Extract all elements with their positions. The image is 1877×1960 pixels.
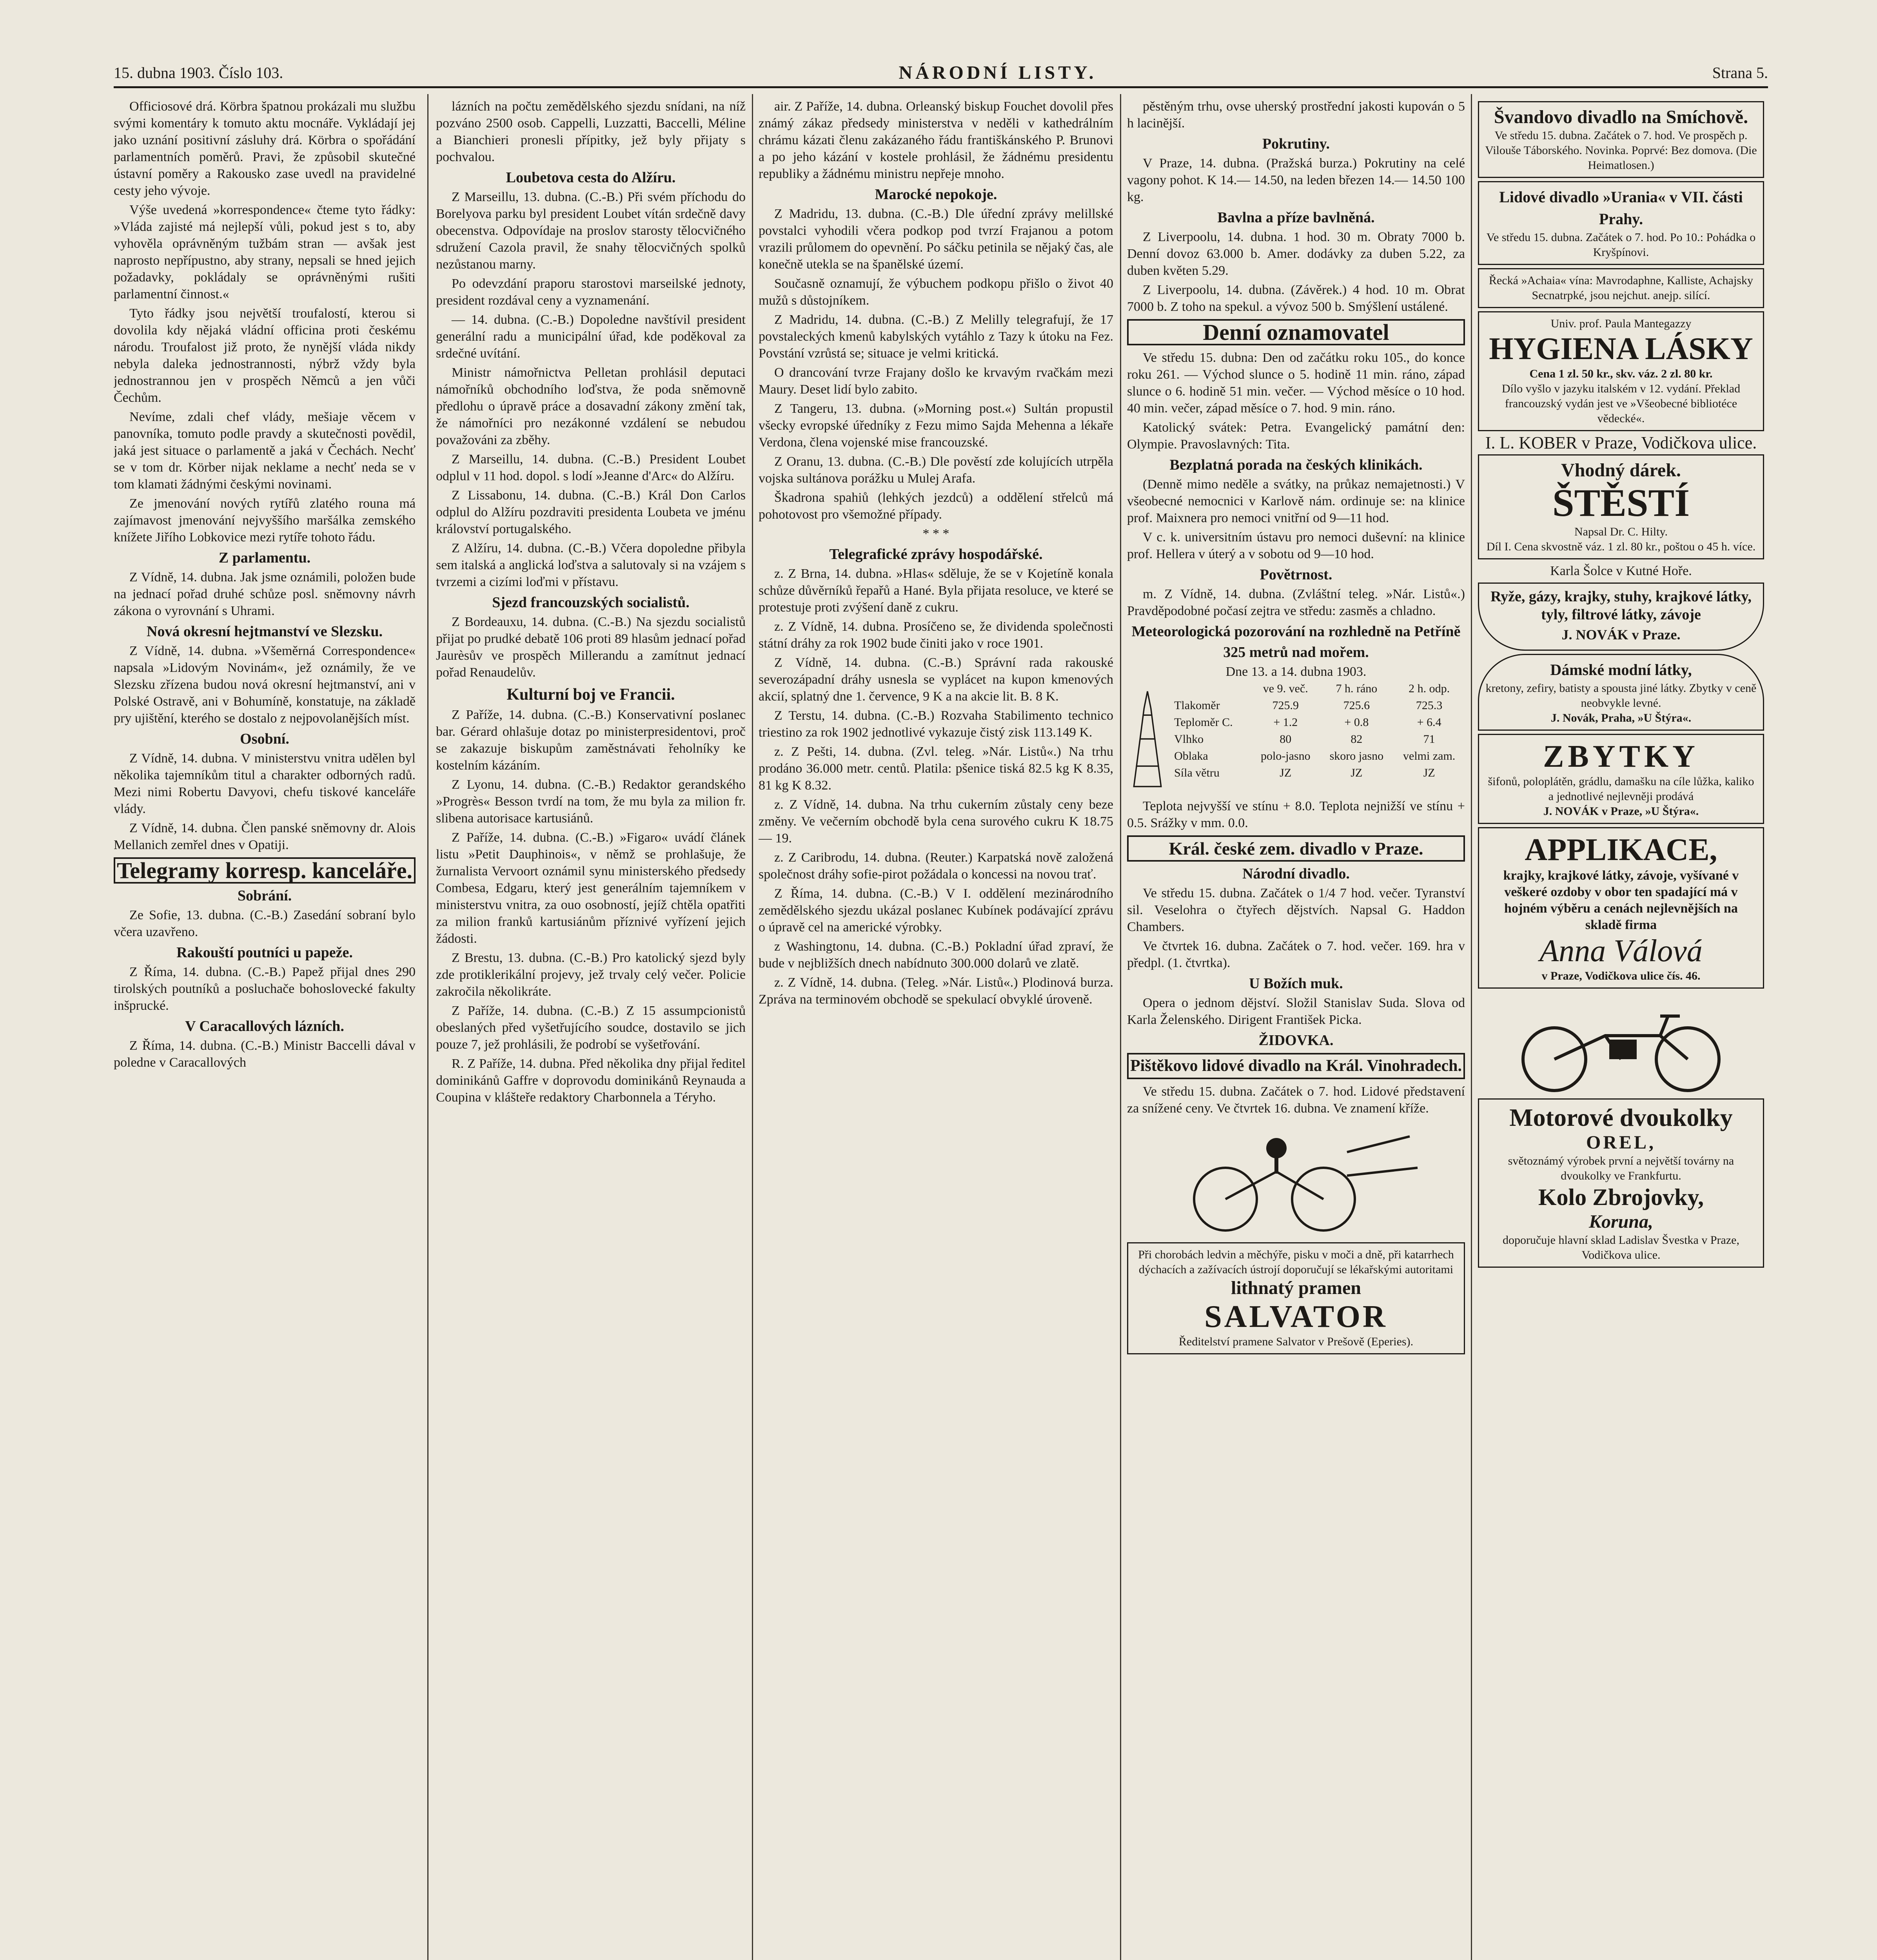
paragraph: Z Vídně, 14. dubna. Jak jsme oznámili, položen bude na jednací pořad druhé schůze posl. sněmovny návrh zákona o vyrovnání s Uhrami.: [114, 570, 416, 618]
meteo-block: [1127, 680, 1465, 798]
ad-name: J. NOVÁK v Praze, »U Štýra«.: [1543, 805, 1699, 818]
paragraph: air. Z Paříže, 14. dubna. Orleanský biskup Fouchet dovolil přes známý zákaz předsedy ministerstva v neděli v kathedrálním chrámu kázati členu zakázaného řádu františkánského P. Brunovi a po jeho kázání v kostele prohlásil, že žádnému presidentu republiky a žádnému ministru nepřeje mnoho.: [759, 99, 1113, 181]
column-3: [759, 98, 1113, 1960]
paragraph: Z Madridu, 13. dubna. (C.-B.) Dle úřední zprávy melillské povstalci vyhodili včera podkop pod tvrzí Frajanou a potom vrazili průlomem do opevnění. Po sáčku petinila se nějaký čas, ale konečně utekla se na španělské území.: [759, 207, 1113, 272]
masthead: NÁRODNÍ LISTY.: [899, 62, 1097, 83]
column-rule: [427, 94, 428, 1960]
section-heading: Povětrnost.: [1260, 566, 1332, 583]
paragraph: Katolický svátek: Petra. Evangelický památní den: Olympie. Pravoslavných: Tita.: [1127, 420, 1465, 452]
paragraph: z. Z Caribrodu, 14. dubna. (Reuter.) Karpatská nově založená společnost dráhy sofie-pirot požádala o koncessi na novou trať.: [759, 850, 1113, 882]
paragraph: Z Lissabonu, 14. dubna. (C.-B.) Král Don Carlos odplul do Alžíru pozdraviti presidenta Loubeta ve jménu království portugalského.: [436, 488, 746, 536]
column-rule: [1120, 94, 1121, 1960]
section-heading: Z parlamentu.: [218, 550, 311, 566]
ad-text: světoznámý výrobek první a největší továrny na dvoukolky ve Frankfurtu.: [1508, 1154, 1734, 1182]
paragraph: Nevíme, zdali chef vlády, mešiaje věcem v panovníka, tomuto podle pravdy a skutečnosti povědil, jaká jest situace o parlamentě a jaká v Čechách. Nechť se v tom dr. Körber nijak neklame a nechť neda se v tom klamati žádnými českými novinami.: [114, 410, 416, 492]
ad-name: Kolo Zbrojovky,: [1538, 1184, 1704, 1210]
ad-brand: OREL,: [1586, 1132, 1656, 1153]
ad-title: SALVATOR: [1204, 1299, 1388, 1334]
ad-hygiena: [1478, 311, 1764, 431]
section-heading: Marocké nepokoje.: [875, 186, 997, 203]
ad-svandovo: [1478, 101, 1764, 178]
paragraph: Po odevzdání praporu starostovi marseilské jednoty, president rozdával ceny a vyznamenání.: [436, 276, 746, 308]
ad-solc: Karla Šolce v Kutné Hoře.: [1550, 564, 1692, 578]
fig-motorcycle: [1478, 993, 1764, 1094]
paragraph: — 14. dubna. (C.-B.) Dopoledne navštívil president generální radu a municipální úřad, kde poděkoval za srdečné uvítání.: [436, 312, 746, 361]
paragraph: Officiosové drá. Körbra špatnou prokázali mu službu svými komentáry k tomuto aktu mocnáře. Vykládají jej jako uznání positivní zásluhy drá. Körbra o spořádání parlamentních poměrů. Pravi, že způsobil skutečné ústavní poměry a Rakousko zase uvedl na pravidelné cesty jeho vývoje.: [114, 99, 416, 198]
ad-title: HYGIENA LÁSKY: [1489, 332, 1753, 366]
paragraph: Z Vídně, 14. dubna. V ministerstvu vnitra udělen byl několika tajemníkům titul a charakter odborných radů. Mezi nimi Robertu Davyovi, chefu tiskové kanceláře vlády.: [114, 751, 416, 816]
paragraph: m. Z Vídně, 14. dubna. (Zvláštní teleg. »Nár. Listů«.) Pravděpodobné počasí zejtra ve středu: zasměs a chladno.: [1127, 587, 1465, 618]
section-heading: Loubetova cesta do Alžíru.: [506, 169, 676, 186]
theatre-box-title: Král. české zem. divadlo v Praze.: [1127, 835, 1465, 862]
ad-text: Řecká »Achaia« vína: Mavrodaphne, Kalliste, Achajsky Secnatrpké, jsou nejchut. anejp. silící.: [1489, 274, 1753, 302]
column-rule: [1471, 94, 1472, 1960]
ad-text: krajky, krajkové látky, závoje, vyšívané v veškeré ozdoby v obor ten spadající má v hojném výběru a cenách nejlevnějších na skladě firma: [1503, 868, 1739, 932]
section-heading: ŽIDOVKA.: [1258, 1032, 1334, 1049]
ad-title: APPLIKACE,: [1525, 833, 1717, 867]
paragraph: Z Oranu, 13. dubna. (C.-B.) Dle pověstí zde kolujících utrpěla vojska sultánova porážku u Mulej Arafa.: [759, 454, 1113, 486]
paragraph: Z Paříže, 14. dubna. (C.-B.) Z 15 assumpcionistů obeslaných před vyšetřujícího soudce, dostavilo se jich pouze 7, jež prohlásili, že podrobí se vyšetřování.: [436, 1004, 746, 1052]
ad-text: Díl I. Cena skvostně váz. 1 zl. 80 kr., poštou o 45 h. více.: [1486, 540, 1756, 553]
paragraph: Ve středu 15. dubna: Den od začátku roku 105., do konce roku 261. — Východ slunce o 5. hodině 11 min. ráno, západ slunce o 6. hodině 51 min. večer. — Východ měsíce o 10 hod. 40 min. večer, západ měsíce o 7. hod. 9 min. ráno.: [1127, 350, 1465, 416]
paragraph: V Praze, 14. dubna. (Pražská burza.) Pokrutiny na celé vagony pohot. K 14.— 14.50, na leden březen 14.— 14.50 100 kg.: [1127, 156, 1465, 204]
ad-address: doporučuje hlavní sklad Ladislav Švestka v Praze, Vodičkova ulice.: [1502, 1234, 1739, 1261]
ad-text: kretony, zefiry, batisty a spousta jiné látky. Zbytky v ceně neobvykle levné.: [1485, 682, 1757, 710]
meteo-date: Dne 13. a 14. dubna 1903.: [1225, 664, 1367, 679]
paragraph: Z Terstu, 14. dubna. (C.-B.) Rozvaha Stabilimento technico triestino za rok 1902 jednotlivé vykazuje čistý zisk 113.149 K.: [759, 708, 1113, 740]
ad-title: Švandovo divadlo na Smíchově.: [1494, 107, 1748, 127]
paragraph: Ministr námořnictva Pelletan prohlásil deputaci námořníků obchodního loďstva, že poda sněmovně předlohu o úpravě práce a dosavadní zákony změní tak, že námořníci pro nezákonné vzdálení se nebudou považováni za zběhy.: [436, 365, 746, 447]
section-heading: Nová okresní hejtmanství ve Slezsku.: [146, 623, 383, 640]
table-row: Síla větru JZ JZ JZ: [1174, 766, 1435, 779]
ad-title: ŠTĚSTÍ: [1552, 481, 1690, 524]
paragraph: Z Alžíru, 14. dubna. (C.-B.) Včera dopoledne přibyla sem italská a anglická loďstva a salutovaly si na vzájem s tvrzemi a cizími loďmi v přístavu.: [436, 541, 746, 589]
paragraph: Z Marseillu, 13. dubna. (C.-B.) Při svém příchodu do Borelyova parku byl president Loubet vítán srdečně davy obecenstva. Odpovídaje na proslov starosty tělocvičného sdružení Cazola pravil, že snahy tělocvičných spolků nezůstanou marny.: [436, 190, 746, 272]
meteo-subheading: 325 metrů nad mořem.: [1223, 644, 1369, 661]
paragraph: Ve čtvrtek 16. dubna. Začátek o 7. hod. večer. 169. hra v předpl. (1. čtvrtka).: [1127, 939, 1465, 970]
ad-novak-2: [1478, 654, 1764, 731]
paragraph: z. Z Vídně, 14. dubna. Na trhu cukerním zůstaly ceny beze změny. Ve večerním obchodě byla cena surového cukru K 18.75 — 19.: [759, 797, 1113, 846]
paragraph: Tyto řádky jsou největší troufalostí, kterou si dovolila kdy nějaká vládní officina proti českému národu. Troufalost již proto, že nynější vláda nikdy nebyla daleka jednostrannosti, nýbrž vždy byla jednostrannou jen v prospěch Němců a jen vůči Čechům.: [114, 306, 416, 405]
paragraph: (Denně mimo neděle a svátky, na průkaz nemajetnosti.) V všeobecné nemocnici v Karlově nám. ordinuje se: na klinice prof. Maixnera pro nemoci vnitřní od 9—11 hod.: [1127, 477, 1465, 525]
paragraph: Ve středu 15. dubna. Začátek o 1/4 7 hod. večer. Tyranství sil. Veselohra o čtyřech dějstvích. Napsal G. Haddon Chambers.: [1127, 886, 1465, 934]
fig-bicycles: [1127, 1121, 1465, 1238]
section-heading: Telegrafické zprávy hospodářské.: [829, 546, 1043, 563]
page-number: Strana 5.: [1712, 64, 1768, 82]
ad-brand-2: Koruna,: [1588, 1211, 1654, 1232]
paragraph: Z Liverpoolu, 14. dubna. (Závěrek.) 4 hod. 10 m. Obrat 7000 b. Z toho na spekul. a vývoz 500 b. Smýšlení ustálené.: [1127, 283, 1465, 314]
ad-price: Cena 1 zl. 50 kr., skv. váz. 2 zl. 80 kr.: [1529, 367, 1713, 380]
telegram-box-title: Telegramy korresp. kanceláře.: [114, 857, 416, 884]
table-row: Tlakoměr 725.9 725.6 725.3: [1174, 699, 1443, 712]
paragraph: R. Z Paříže, 14. dubna. Před několika dny přijal ředitel dominikánů Gaffre v doprovodu dominikánů Reynauda a Coupina v klášteře redaktory Charbonnela a Téryho.: [436, 1056, 746, 1105]
paragraph: pěstěným trhu, ovse uherský prostřední jakosti kupován o 5 h lacinější.: [1127, 99, 1465, 131]
section-heading: Rakouští poutníci u papeže.: [176, 944, 353, 961]
paragraph: Z Madridu, 14. dubna. (C.-B.) Z Melilly telegrafují, že 17 povstaleckých kmenů kabylských vytáhlo z Tazy k útoku na Fez. Povstání vzrůstá se; situace je velmi kritická.: [759, 312, 1113, 361]
paragraph: Z Liverpoolu, 14. dubna. 1 hod. 30 m. Obraty 7000 b. Denní dovoz 63.000 b. Amer. dodávky za duben 5.22, za duben květen 5.29.: [1127, 230, 1465, 278]
meteo-header-row: ve 9. več. 7 h. ráno 2 h. odp.: [1263, 682, 1450, 695]
separator-stars: * * *: [922, 526, 949, 541]
issue-date: 15. dubna 1903. Číslo 103.: [114, 64, 283, 82]
ad-author: Napsal Dr. C. Hilty.: [1574, 525, 1668, 538]
paragraph: z. Z Pešti, 14. dubna. (Zvl. teleg. »Nár. Listů«.) Na trhu prodáno 36.000 metr. centů. Platila: pšenice tiská 82.5 kg K 8.35, 81 kg K 8.32.: [759, 744, 1113, 793]
section-heading: Osobní.: [240, 731, 289, 747]
ad-title: Lidové divadlo »Urania« v VII. části Prahy.: [1499, 188, 1743, 228]
table-row: Oblaka polo-jasno skoro jasno velmi zam.: [1174, 750, 1456, 762]
ad-achaia: [1478, 268, 1764, 308]
paragraph: z. Z Vídně, 14. dubna. Prosíčeno se, že dividenda společnosti státní dráhy za rok 1902 bude činiti jako v roce 1901.: [759, 619, 1113, 651]
column-5-ads: [1478, 98, 1764, 1960]
paragraph: Ze Sofie, 13. dubna. (C.-B.) Zasedání sobraní bylo včera uzavřeno.: [114, 908, 416, 939]
section-heading: Kulturní boj ve Francii.: [506, 686, 675, 704]
paragraph: V c. k. universitním ústavu pro nemoci duševní: na klinice prof. Hellera v úterý a v sobotu od 9—10 hod.: [1127, 530, 1465, 561]
table-row: Teploměr C. + 1.2 + 0.8 + 6.4: [1174, 716, 1441, 729]
paragraph: lázních na počtu zemědělského sjezdu snídani, na níž pozváno 2500 osob. Cappelli, Luzzatti, Baccelli, Méline a Bianchieri pronesli přípitky, jež byly přijaty s pochvalou.: [436, 99, 746, 164]
paragraph: O drancování tvrze Frajany došlo ke krvavým rvačkám mezi Maury. Deset lidí bylo zabito.: [759, 365, 1113, 397]
page-header: [114, 59, 1768, 88]
ad-title: Dámské modní látky,: [1550, 661, 1692, 679]
ad-text: Dílo vyšlo v jazyku italském v 12. vydání. Překlad francouzský vydán jest ve »Všeobecné bibliotéce vědecké«.: [1501, 382, 1741, 425]
column-rule: [752, 94, 753, 1960]
ad-subtitle: Vhodný dárek.: [1561, 460, 1681, 481]
meteo-heading: Meteorologická pozorování na rozhledně na Petříně: [1131, 623, 1461, 640]
motorcycle-icon: [1503, 993, 1739, 1094]
theatre-box-title: Pištěkovo lidové divadlo na Král. Vinohradech.: [1127, 1053, 1465, 1079]
paragraph: Z Tangeru, 13. dubna. (»Morning post.«) Sultán propustil všecky evropské úředníky z Fezu mimo Sajda Mehenna a lékaře Verdona, člena vojenské mise francouzské.: [759, 401, 1113, 450]
petrin-tower-icon: [1127, 680, 1168, 798]
ad-title: Motorové dvoukolky: [1509, 1103, 1733, 1131]
paragraph: Z Paříže, 14. dubna. (C.-B.) »Figaro« uvádí článek listu »Petit Dauphinois«, v němž se prohlašuje, že žurnalista Vervoort oznámil synu ministerského předsedy Combesa, Edgaru, který jest generálním tajemníkem v ministerstvu vnitra, za ouo osobností, jejíž chtěla opatřiti za milion franků kartusiánům příznivé vyřízení jejich žádosti.: [436, 830, 746, 946]
section-heading: Pokrutiny.: [1262, 136, 1330, 152]
paragraph: Z Říma, 14. dubna. (C.-B.) Ministr Baccelli dával v poledne v Caracallových: [114, 1038, 416, 1070]
paragraph: Z Vídně, 14. dubna. (C.-B.) Správní rada rakouské severozápadní dráhy usnesla se vyplácet na kupon kmenových akcií, splatný dne 1. července, 9 K a na akcie lit. B. 8 K.: [759, 655, 1113, 704]
column-1: [114, 98, 416, 1960]
ad-salvator: [1127, 1242, 1465, 1354]
ad-text: Při chorobách ledvin a měchýře, pisku v moči a dně, při katarrhech dýchacích a zažívacích ústrojí doporučují se lékařskými autoritami: [1138, 1248, 1454, 1276]
section-heading: Národní divadlo.: [1242, 866, 1350, 882]
meteo-table: [1172, 680, 1465, 781]
ad-subtitle: lithnatý pramen: [1231, 1278, 1361, 1298]
ad-novak-1: [1478, 583, 1764, 651]
paragraph: Teplota nejvyšší ve stínu + 8.0. Teplota nejnižší ve stínu + 0.5. Srážky v mm. 0.0.: [1127, 799, 1465, 830]
ad-title: ZBYTKY: [1543, 739, 1699, 774]
ad-title: Ryže, gázy, krajky, stuhy, krajkové látky, tyly, filtrové látky, závoje: [1490, 588, 1752, 623]
ad-address: v Praze, Vodičkova ulice čís. 46.: [1541, 969, 1701, 982]
section-heading: Sobrání.: [237, 887, 292, 904]
ad-name: J. NOVÁK v Praze.: [1561, 627, 1681, 642]
paragraph: Z Říma, 14. dubna. (C.-B.) V I. oddělení mezinárodního zemědělského sjezdu ukázal poslanec Kubínek podávající zprávu o úpravě cel na americké výrobky.: [759, 886, 1113, 935]
ad-text: Ve středu 15. dubna. Začátek o 7. hod. Po 10.: Pohádka o Kryšpínovi.: [1486, 231, 1756, 259]
section-heading: Bezplatná porada na českých klinikách.: [1169, 457, 1423, 473]
column-2: [436, 98, 746, 1960]
ad-urania: [1478, 181, 1764, 265]
paragraph: z. Z Brna, 14. dubna. »Hlas« sděluje, že se v Kojetíně konala schůze důvěrníků řepařů a Hané. Byla přijata resoluce, ve které se protestuje proti zvýšení daně z cukru.: [759, 566, 1113, 615]
ad-orel: [1478, 1098, 1764, 1268]
ad-text: Univ. prof. Paula Mantegazzy: [1550, 317, 1692, 330]
ad-text: šifonů, poloplátěn, grádlu, damašku na cíle lůžka, kaliko a jednotlivé nejlevněji prodává: [1488, 775, 1754, 803]
section-heading: U Božích muk.: [1249, 975, 1343, 992]
paragraph: z. Z Vídně, 14. dubna. (Teleg. »Nár. Listů«.) Plodinová burza. Zpráva na terminovém obchodě se spekulací obvyklé úroveně.: [759, 975, 1113, 1007]
ad-name: J. Novák, Praha, »U Štýra«.: [1550, 711, 1692, 724]
ad-footer: Ředitelství pramene Salvator v Prešově (Eperies).: [1178, 1335, 1414, 1348]
ad-applikace: [1478, 827, 1764, 989]
section-heading: V Caracallových lázních.: [185, 1018, 344, 1034]
paragraph: Z Bordeauxu, 14. dubna. (C.-B.) Na sjezdu socialistů přijat po prudké debatě 106 proti 89 hlasům jednací pořad Jaurèsův ve prospěch Millerandu a zamítnut jednací pořad Renaudelův.: [436, 615, 746, 680]
cycling-illustration-icon: [1159, 1121, 1433, 1238]
paragraph: Současně oznamují, že výbuchem podkopu přišlo o život 40 mužů s důstojníkem.: [759, 276, 1113, 308]
paragraph: Z Brestu, 13. dubna. (C.-B.) Pro katolický sjezd byly zde protiklerikální projevy, jež trvaly celý večer. Policie zakročila několikráte.: [436, 951, 746, 999]
paragraph: Z Paříže, 14. dubna. (C.-B.) Konservativní poslanec bar. Gérard ohlašuje dotaz po ministerpresidentovi, proč se zakazuje biskupům zaměstnávati řeholníky ke kostelním kázáním.: [436, 708, 746, 773]
ad-stesti: [1478, 454, 1764, 559]
paragraph: Z Říma, 14. dubna. (C.-B.) Papež přijal dnes 290 tirolských poutníků a posluchače bohoslovecké fakulty inšprucké.: [114, 965, 416, 1013]
paragraph: Z Lyonu, 14. dubna. (C.-B.) Redaktor gerandského »Progrès« Besson tvrdí na tom, že mu byla za milion fr. slibena autorisace kartusiánů.: [436, 777, 746, 826]
ad-name: Anna Válová: [1539, 934, 1703, 968]
paragraph: Opera o jednom dějství. Složil Stanislav Suda. Slova od Karla Želenského. Dirigent František Picka.: [1127, 996, 1465, 1027]
paragraph: Z Marseillu, 14. dubna. (C.-B.) President Loubet odplul v 11 hod. dopol. s lodí »Jeanne d'Arc« do Alžíru.: [436, 452, 746, 483]
section-heading: Sjezd francouzských socialistů.: [492, 594, 690, 611]
paragraph: Ze jmenování nových rytířů zlatého rouna má zajímavost jmenování nejvyššího maršálka zemského knížete Jiřího Lobkovice mezi rytíře tohoto řádu.: [114, 496, 416, 544]
paragraph: Výše uvedená »korrespondence« čteme tyto řádky: »Vláda zajisté má nejlepší vůli, pokud jest s to, aby vyhověla oprávněným tužbám stran — avšak jest naprosto nepřípustno, aby strany, nepsali se hned jejich požadavky, pokládaly se oprávněnými rušiti parlamentní činnost.«: [114, 203, 416, 301]
paragraph: Z Vídně, 14. dubna. »Všeměrná Correspondence« napsala »Lidovým Novinám«, jež oznámily, že ve Slezsku zřízena budou nová okresní hejtmanství, ani v Polské Ostravě, ani v Bohumíně, konstatuje, na základě pry ujištění, kterého se dostalo z nejpovolanějších míst.: [114, 644, 416, 726]
section-heading: Bavlna a příze bavlněná.: [1217, 209, 1375, 226]
paragraph: z Washingtonu, 14. dubna. (C.-B.) Pokladní úřad zpraví, že bude v nejbližších dnech nabídnuto 300.000 dolarů ve zlatě.: [759, 939, 1113, 971]
column-4: [1127, 98, 1465, 1960]
paragraph: Škadrona spahiů (lehkých jezdců) a oddělení střelců má pohotovost pro všemožné případy.: [759, 490, 1113, 522]
ad-zbytky: [1478, 734, 1764, 824]
ad-kober: I. L. KOBER v Praze, Vodičkova ulice.: [1485, 433, 1757, 452]
daily-announcer-title: Denní oznamovatel: [1127, 319, 1465, 345]
paragraph: Ve středu 15. dubna. Začátek o 7. hod. Lidové představení za snížené ceny. Ve čtvrtek 16. dubna. Ve znamení kříže.: [1127, 1084, 1465, 1116]
ad-text: Ve středu 15. dubna. Začátek o 7. hod. Ve prospěch p. Vilouše Táborského. Novinka. Poprvé: Bez domova. (Die Heimatlosen.): [1485, 129, 1757, 172]
paragraph: Z Vídně, 14. dubna. Člen panské sněmovny dr. Alois Mellanich zemřel dnes v Opatiji.: [114, 821, 416, 852]
table-row: Vlhko 80 82 71: [1174, 733, 1435, 746]
